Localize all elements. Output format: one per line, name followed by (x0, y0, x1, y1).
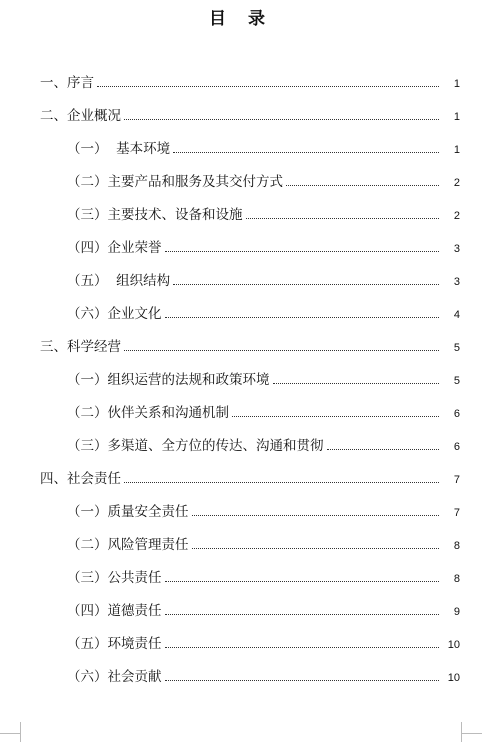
toc-page-number: 10 (447, 639, 460, 651)
toc-entry[interactable] (0, 301, 482, 334)
toc-entry-text: （四）道德责任 (67, 603, 162, 619)
toc-dot-leader (173, 139, 439, 153)
toc-page-number: 4 (453, 309, 460, 321)
toc-page-number: 10 (447, 672, 460, 684)
toc-dot-leader (286, 172, 439, 186)
toc-dot-leader (97, 73, 439, 87)
toc-list (0, 70, 482, 697)
toc-dot-leader (273, 370, 440, 384)
toc-page-number: 3 (453, 276, 460, 288)
crop-mark (20, 722, 21, 742)
crop-mark (0, 733, 20, 734)
toc-entry[interactable] (0, 565, 482, 598)
toc-entry-text: （三）多渠道、全方位的传达、沟通和贯彻 (67, 438, 324, 454)
toc-dot-leader (165, 634, 440, 648)
toc-page-number: 1 (453, 78, 460, 90)
toc-entry[interactable] (0, 70, 482, 103)
toc-entry-text: （六）企业文化 (67, 306, 162, 322)
toc-dot-leader (232, 403, 439, 417)
toc-entry-text: （三）主要技术、设备和设施 (67, 207, 243, 223)
toc-page-number: 3 (453, 243, 460, 255)
toc-entry[interactable] (0, 499, 482, 532)
toc-entry-text: 三、科学经营 (40, 339, 121, 355)
toc-entry-text: （六）社会贡献 (67, 669, 162, 685)
toc-entry-text: （二）风险管理责任 (67, 537, 189, 553)
toc-dot-leader (124, 469, 439, 483)
toc-entry[interactable] (0, 631, 482, 664)
toc-title: 目 录 (209, 9, 273, 29)
toc-page-number: 6 (453, 408, 460, 420)
toc-dot-leader (327, 436, 440, 450)
toc-dot-leader (165, 601, 440, 615)
toc-entry[interactable] (0, 598, 482, 631)
toc-dot-leader (165, 304, 440, 318)
toc-page-number: 7 (453, 474, 460, 486)
toc-dot-leader (192, 502, 440, 516)
toc-dot-leader (246, 205, 440, 219)
toc-page-number: 5 (453, 342, 460, 354)
toc-entry[interactable] (0, 466, 482, 499)
toc-page-number: 6 (453, 441, 460, 453)
toc-dot-leader (124, 106, 439, 120)
toc-entry-text: 一、序言 (40, 75, 94, 91)
toc-entry-text: （二）主要产品和服务及其交付方式 (67, 174, 283, 190)
toc-entry[interactable] (0, 400, 482, 433)
toc-page-number: 9 (453, 606, 460, 618)
toc-dot-leader (124, 337, 439, 351)
toc-entry-text: （四）企业荣誉 (67, 240, 162, 256)
toc-entry-text: 二、企业概况 (40, 108, 121, 124)
toc-entry[interactable] (0, 169, 482, 202)
toc-page-number: 1 (453, 144, 460, 156)
toc-entry-text: （五） 组织结构 (67, 273, 171, 289)
toc-entry[interactable] (0, 202, 482, 235)
toc-page-number: 1 (453, 111, 460, 123)
toc-dot-leader (165, 667, 440, 681)
toc-entry-text: （一）组织运营的法规和政策环境 (67, 372, 270, 388)
toc-entry[interactable] (0, 334, 482, 367)
toc-entry-text: （一） 基本环境 (67, 141, 171, 157)
toc-entry[interactable] (0, 103, 482, 136)
toc-entry[interactable] (0, 235, 482, 268)
toc-page-number: 2 (453, 177, 460, 189)
toc-entry[interactable] (0, 532, 482, 565)
toc-entry-text: （五）环境责任 (67, 636, 162, 652)
toc-page-number: 5 (453, 375, 460, 387)
toc-dot-leader (165, 238, 440, 252)
toc-entry-text: 四、社会责任 (40, 471, 121, 487)
toc-entry-text: （一）质量安全责任 (67, 504, 189, 520)
toc-entry[interactable] (0, 136, 482, 169)
toc-page-number: 8 (453, 573, 460, 585)
toc-entry-text: （三）公共责任 (67, 570, 162, 586)
crop-mark (461, 722, 462, 742)
toc-page-number: 7 (453, 507, 460, 519)
toc-page-number: 8 (453, 540, 460, 552)
toc-page-number: 2 (453, 210, 460, 222)
toc-dot-leader (173, 271, 439, 285)
toc-entry[interactable] (0, 664, 482, 697)
toc-entry-text: （二）伙伴关系和沟通机制 (67, 405, 229, 421)
crop-mark (462, 733, 482, 734)
toc-entry[interactable] (0, 268, 482, 301)
toc-dot-leader (165, 568, 440, 582)
toc-entry[interactable] (0, 367, 482, 400)
toc-entry[interactable] (0, 433, 482, 466)
toc-dot-leader (192, 535, 440, 549)
